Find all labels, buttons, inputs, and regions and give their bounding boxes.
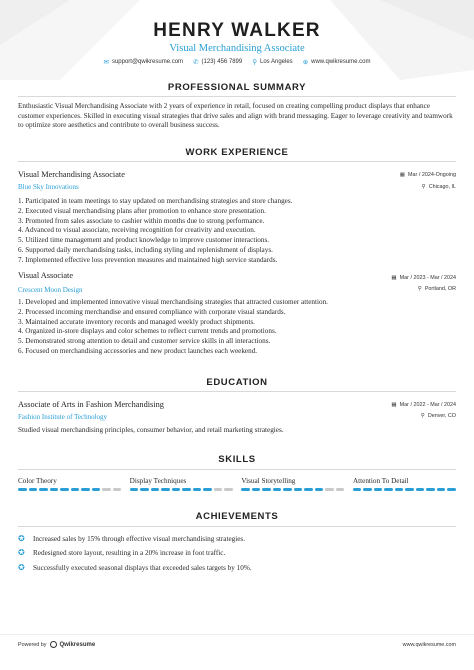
- skill-segment: [283, 488, 292, 491]
- calendar-icon: ▦: [399, 172, 406, 178]
- skill-segment: [315, 488, 324, 491]
- candidate-name: HENRY WALKER: [153, 20, 321, 41]
- calendar-icon: ▦: [391, 402, 397, 408]
- job-bullets: [18, 197, 458, 266]
- job-location-text: Chicago, IL: [428, 184, 456, 190]
- summary-divider: [18, 96, 456, 97]
- skill-segment: [336, 488, 345, 491]
- skill-name: Attention To Detail: [352, 477, 409, 485]
- candidate-title: Visual Merchandising Associate: [169, 43, 305, 54]
- education-dates-text: Mar / 2022 - Mar / 2024: [399, 402, 456, 408]
- achievement-text: Successfully executed seasonal displays that exceeded sales targets by 10%.: [33, 563, 252, 572]
- skill-segment: [447, 488, 456, 491]
- envelope-icon: ✉: [103, 59, 109, 66]
- website-text: www.qwikresume.com: [311, 59, 371, 65]
- achievement-item: [18, 534, 458, 543]
- skill-segment: [294, 488, 303, 491]
- skill-segment: [140, 488, 149, 491]
- achievement-text: Redesigned store layout, resulting in a 20% increase in foot traffic.: [33, 548, 226, 557]
- skill-segment: [273, 488, 282, 491]
- school-name: Fashion Institute of Technology: [18, 413, 108, 421]
- contact-row: [0, 58, 474, 66]
- brand-logo[interactable]: [50, 641, 95, 648]
- skill-segment: [405, 488, 414, 491]
- skill-name: Color Theory: [18, 477, 57, 485]
- skills-divider: [18, 469, 456, 470]
- job-dates: [400, 172, 456, 178]
- summary-text: Enthusiastic Visual Merchandising Associate with 2 years of experience in retail, focused on creating compelling product displays that enhance customer experiences. Skilled in executing visual strategies that drive sales and align with brand messaging. Eager to leverage creativity and teamwork to optimize store aesthetics and contribute to overall business success.: [18, 102, 453, 130]
- globe-icon: ⊕: [302, 59, 309, 66]
- contact-email[interactable]: [103, 58, 183, 66]
- job-bullets: [18, 298, 458, 357]
- list-item: 5. Demonstrated strong attention to detail and customer service skills in all interactions.: [18, 337, 271, 346]
- map-pin-icon: ⚲: [420, 413, 425, 419]
- contact-phone[interactable]: [193, 58, 242, 66]
- job-dates-text: Mar / 2023 - Mar / 2024: [399, 275, 456, 281]
- map-pin-icon: ⚲: [252, 59, 257, 66]
- education-heading: EDUCATION: [206, 377, 268, 388]
- powered-by-text: Powered by: [18, 641, 47, 648]
- skill-segment: [203, 488, 212, 491]
- skill-segment: [182, 488, 191, 491]
- star-badge-icon: ✪: [18, 563, 25, 572]
- list-item: 4. Advanced to visual associate, receiving recognition for creativity and execution.: [18, 226, 256, 235]
- list-item: 2. Executed visual merchandising plans after promotion to enhance store presentation.: [18, 206, 266, 215]
- skill-name: Display Techniques: [129, 477, 187, 485]
- calendar-icon: ▦: [391, 275, 397, 281]
- skill-item: [353, 477, 456, 491]
- list-item: 6. Supported daily merchandising tasks, including styling and replenishment of displays.: [18, 245, 273, 254]
- list-item: 2. Processed incoming merchandise and ensured compliance with corporate visual standards.: [18, 307, 286, 316]
- skill-segment: [193, 488, 202, 491]
- skill-segment: [426, 488, 435, 491]
- job-dates-text: Mar / 2024-Ongoing: [408, 172, 456, 178]
- skill-segment: [39, 488, 48, 491]
- achievements-heading: ACHIEVEMENTS: [195, 511, 279, 522]
- skill-level-bar: [130, 488, 233, 491]
- job-company: Blue Sky Innovations: [18, 183, 79, 191]
- skill-segment: [81, 488, 90, 491]
- skill-segment: [262, 488, 271, 491]
- star-badge-icon: ✪: [18, 548, 25, 557]
- email-text: support@qwikresume.com: [111, 59, 184, 65]
- phone-text: (123) 456 7899: [201, 59, 243, 65]
- skill-segment: [71, 488, 80, 491]
- job-location: [418, 286, 456, 292]
- location-text: Los Angeles: [259, 59, 293, 65]
- footer-divider: [0, 634, 474, 635]
- job-dates: [391, 275, 456, 281]
- skill-segment: [151, 488, 160, 491]
- skill-segment: [29, 488, 38, 491]
- skill-segment: [374, 488, 383, 491]
- skill-segment: [416, 488, 425, 491]
- skill-segment: [395, 488, 404, 491]
- skill-item: [130, 477, 233, 491]
- education-location-text: Denver, CO: [427, 413, 456, 419]
- achievement-item: [18, 548, 458, 557]
- skill-segment: [252, 488, 261, 491]
- achievements-divider: [18, 526, 456, 527]
- job-location: [422, 184, 456, 190]
- job-title: Visual Associate: [18, 271, 74, 280]
- experience-heading: WORK EXPERIENCE: [185, 147, 289, 158]
- experience-divider: [18, 161, 456, 162]
- skill-segment: [113, 488, 122, 491]
- list-item: 5. Utilized time management and product knowledge to improve customer interactions.: [18, 236, 270, 245]
- education-location: [421, 413, 456, 419]
- education-dates: [391, 402, 456, 408]
- skill-segment: [50, 488, 59, 491]
- skill-segment: [172, 488, 181, 491]
- skill-level-bar: [353, 488, 456, 491]
- achievement-text: Increased sales by 15% through effective visual merchandising strategies.: [33, 534, 246, 543]
- skill-segment: [161, 488, 170, 491]
- brand-logo-icon: [50, 641, 57, 648]
- skill-segment: [325, 488, 334, 491]
- skill-segment: [214, 488, 223, 491]
- map-pin-icon: ⚲: [417, 286, 422, 292]
- map-pin-icon: ⚲: [421, 184, 426, 190]
- skill-segment: [92, 488, 101, 491]
- skill-segment: [102, 488, 111, 491]
- list-item: 6. Focused on merchandising accessories and new product launches each weekend.: [18, 346, 258, 355]
- skill-segment: [224, 488, 233, 491]
- job-location-text: Portland, OR: [424, 286, 456, 292]
- achievement-item: [18, 563, 458, 572]
- resume-header: [0, 20, 474, 54]
- skill-segment: [241, 488, 250, 491]
- education-description: Studied visual merchandising principles, consumer behavior, and retail marketing strategies.: [18, 426, 284, 434]
- degree-title: Associate of Arts in Fashion Merchandising: [18, 400, 164, 409]
- skill-segment: [384, 488, 393, 491]
- job-title: Visual Merchandising Associate: [18, 170, 125, 179]
- summary-heading: PROFESSIONAL SUMMARY: [167, 82, 307, 93]
- education-divider: [18, 391, 456, 392]
- contact-location: [252, 58, 292, 66]
- job-company: Crescent Moon Design: [18, 286, 83, 294]
- star-badge-icon: ✪: [18, 534, 25, 543]
- skills-list: [18, 477, 456, 491]
- list-item: 3. Promoted from sales associate to cashier within months due to strong performance.: [18, 216, 265, 225]
- skill-segment: [353, 488, 362, 491]
- skill-segment: [363, 488, 372, 491]
- skill-segment: [304, 488, 313, 491]
- skill-segment: [60, 488, 69, 491]
- skills-heading: SKILLS: [218, 454, 256, 465]
- phone-icon: ✆: [193, 59, 199, 66]
- skill-level-bar: [241, 488, 344, 491]
- brand-name: Qwikresume: [59, 641, 96, 648]
- contact-website[interactable]: [303, 58, 371, 66]
- footer-powered-by: [18, 641, 95, 648]
- list-item: 3. Maintained accurate inventory records and managed weekly product shipments.: [18, 317, 255, 326]
- skill-item: [241, 477, 344, 491]
- skill-item: [18, 477, 121, 491]
- list-item: 7. Implemented effective loss prevention measures and maintained high service standards.: [18, 255, 278, 264]
- skill-level-bar: [18, 488, 121, 491]
- skill-segment: [18, 488, 27, 491]
- skill-name: Visual Storytelling: [241, 477, 296, 485]
- skill-segment: [437, 488, 446, 491]
- skill-segment: [130, 488, 139, 491]
- footer-website[interactable]: www.qwikresume.com: [402, 642, 456, 648]
- list-item: 1. Developed and implemented innovative visual merchandising strategies that attracted customer attention.: [18, 298, 328, 306]
- list-item: 4. Organized in-store displays and color schemes to reflect current trends and promotions.: [18, 327, 277, 336]
- list-item: 1. Participated in team meetings to stay updated on merchandising strategies and store changes.: [18, 197, 293, 205]
